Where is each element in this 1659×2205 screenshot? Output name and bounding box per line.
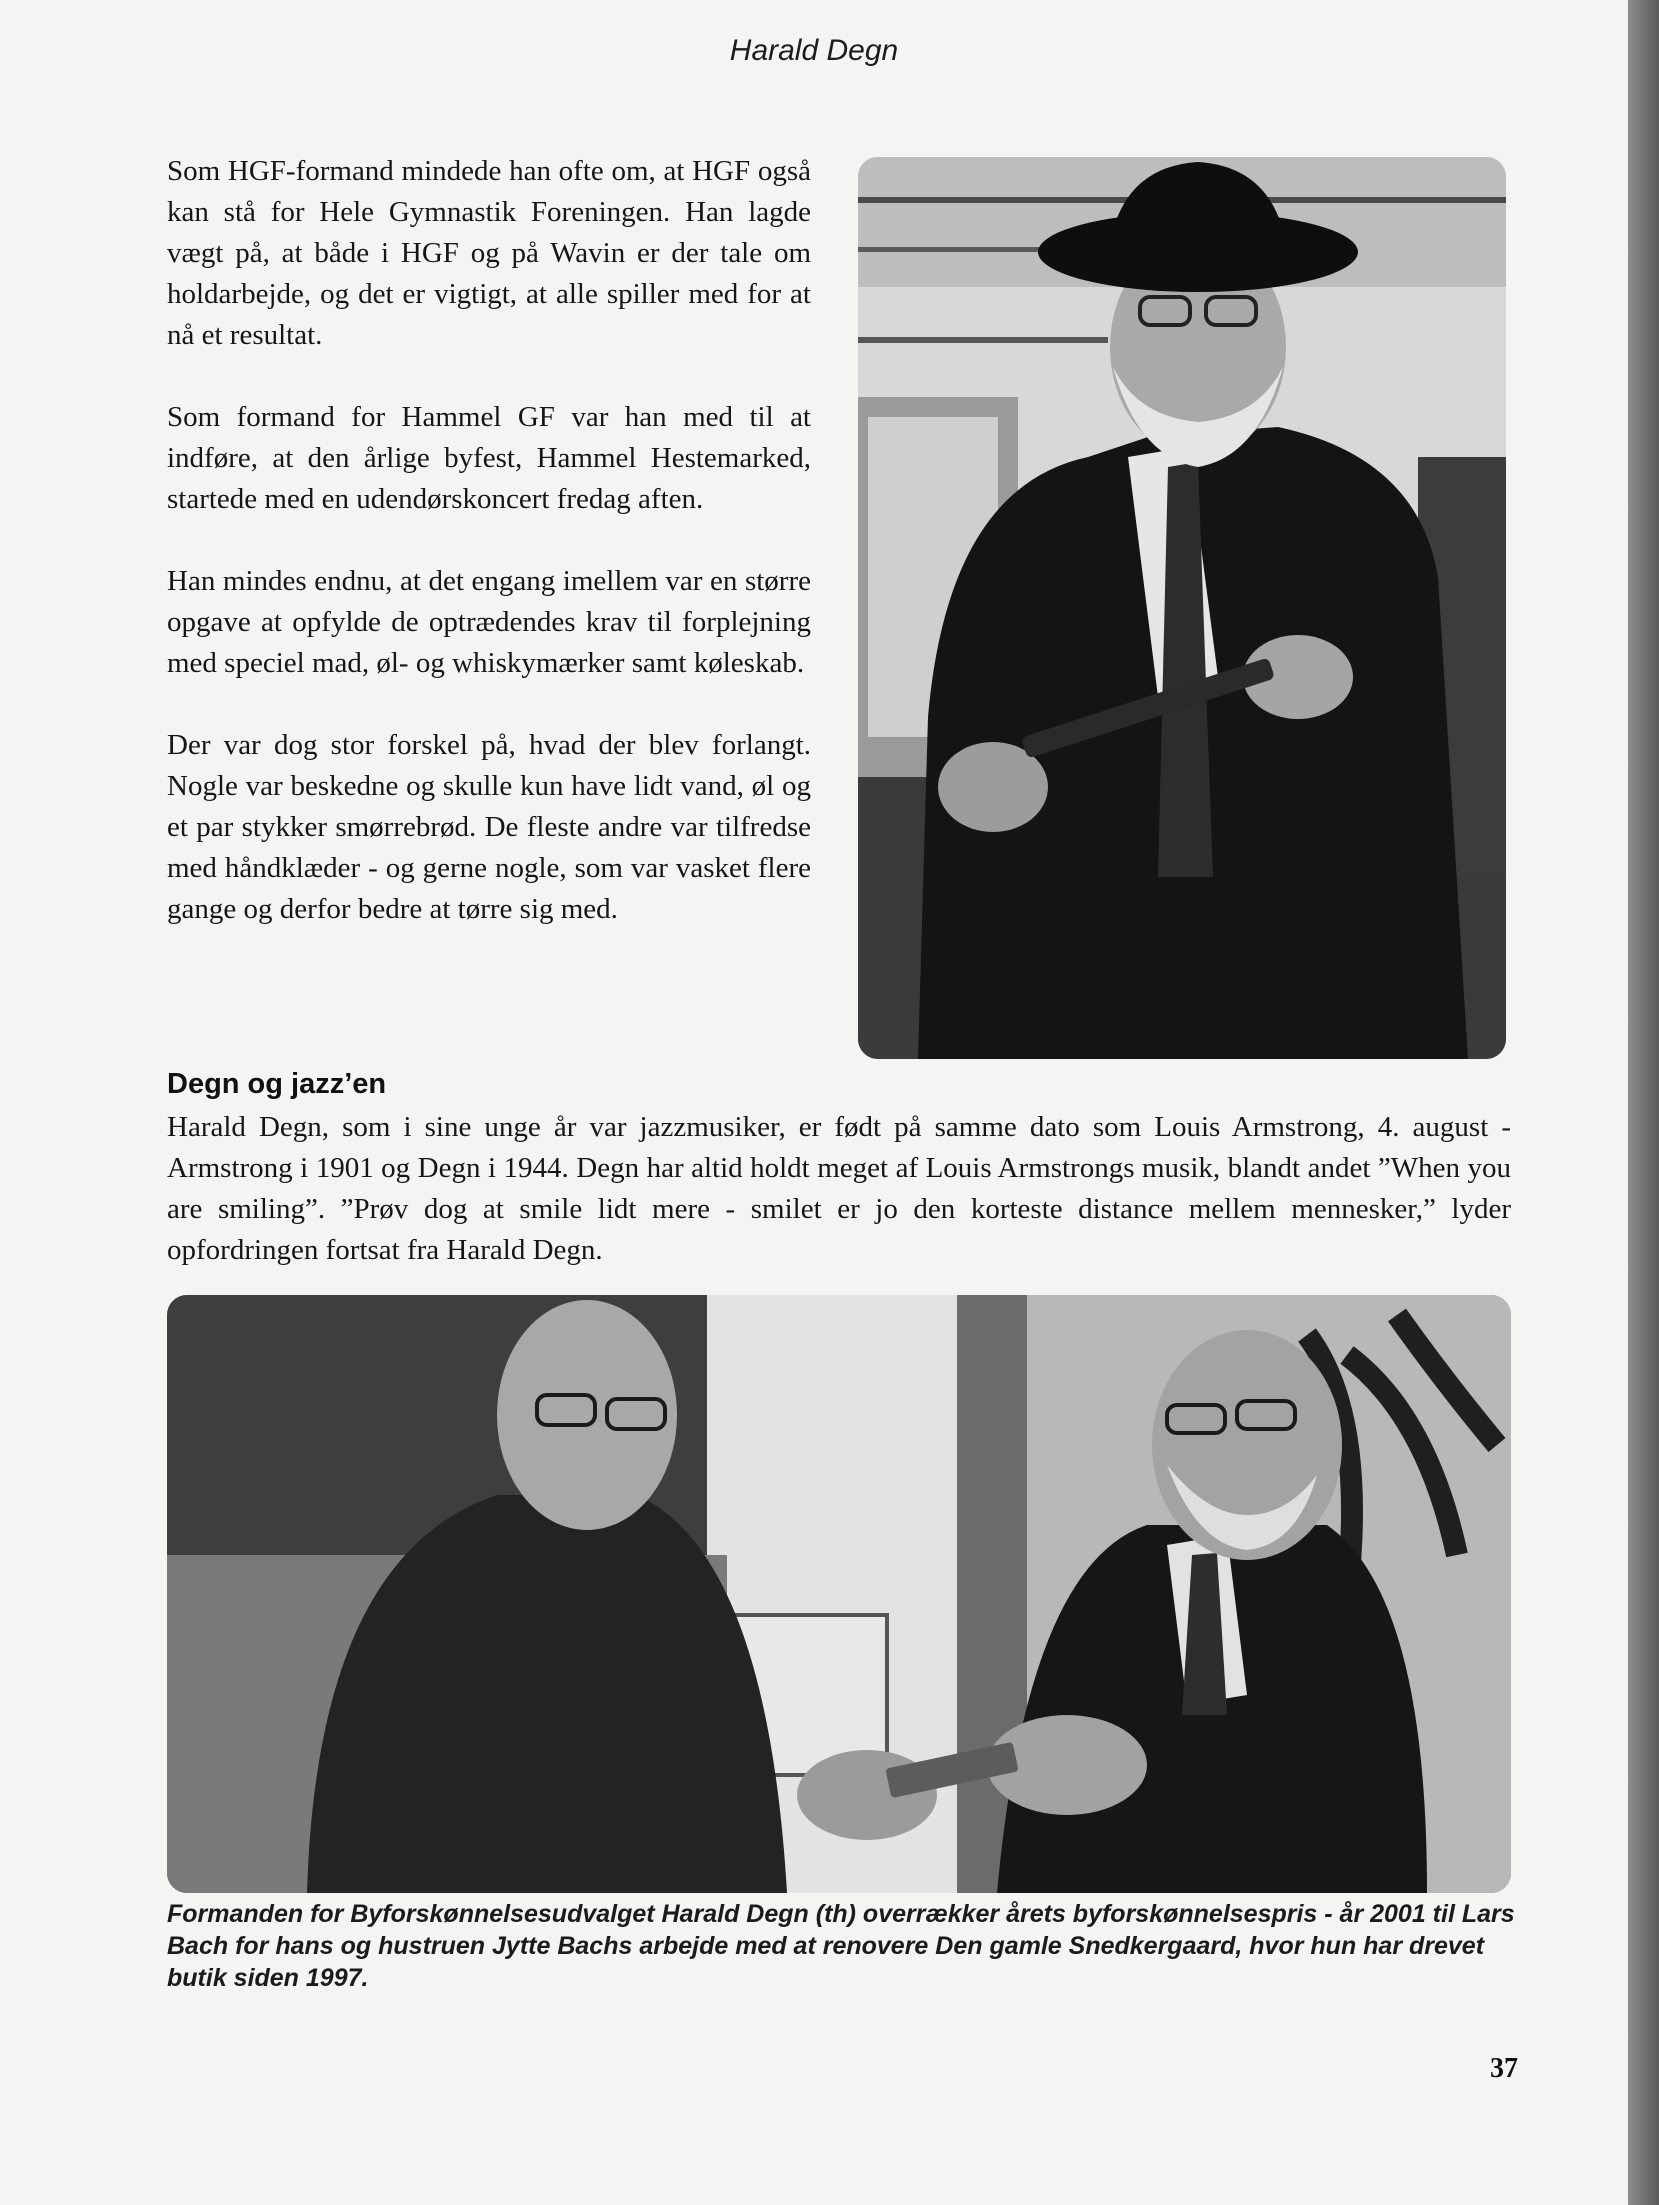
left-text-column (167, 151, 811, 971)
photo-award-handover (167, 1295, 1511, 1893)
paragraph-haandklaeder: Der var dog stor forskel på, hvad der blev forlangt. Nogle var beskedne og skulle kun have lidt vand, øl og et par stykker smørrebrød. De fleste andre var tilfredse med håndklæder - og gerne nogle, som var vasket flere gange og derfor bedre at tørre sig med. (167, 729, 811, 925)
photo-man-in-hat (858, 157, 1506, 1059)
paragraph-hgf: Som HGF-formand mindede han ofte om, at HGF også kan stå for Hele Gymnastik Foreningen. Han lagde vægt på, at både i HGF og på Wavin er der tale om holdarbejde, og det er vigtigt, at alle spiller med for at nå et resultat. (167, 155, 811, 351)
section-heading: Degn og jazz’en (167, 1068, 387, 1100)
paragraph-forplejning: Han mindes endnu, at det engang imellem var en større opgave at opfylde de optrædendes krav til forplejning med speciel mad, øl- og whiskymærker samt køleskab. (167, 565, 811, 679)
paragraph-jazz: Harald Degn, som i sine unge år var jazzmusiker, er født på samme dato som Louis Armstrong, 4. august - Armstrong i 1901 og Degn i 1944. Degn har altid holdt meget af Louis Armstrongs musik, blandt andet ”When you are smiling”. ”Prøv dog at smile lidt mere - smilet er jo den korteste distance mellem mennesker,” lyder opfordringen fortsat fra Harald Degn. (167, 1111, 1511, 1266)
page-edge (1628, 0, 1659, 2205)
running-head: Harald Degn (729, 34, 899, 67)
photo-caption: Formanden for Byforskønnelsesudvalget Harald Degn (th) overrækker årets byforskønnelsespris - år 2001 til Lars Bach for hans og hustruen Jytte Bachs arbejde med at renovere Den gamle Snedkergaard, hvor hun har drevet butik siden 1997. (167, 1900, 1515, 1992)
paragraph-hammel-gf: Som formand for Hammel GF var han med til at indføre, at den årlige byfest, Hammel Hestemarked, startede med en udendørskoncert fredag aften. (167, 401, 811, 515)
page-number: 37 (1490, 2053, 1518, 2084)
